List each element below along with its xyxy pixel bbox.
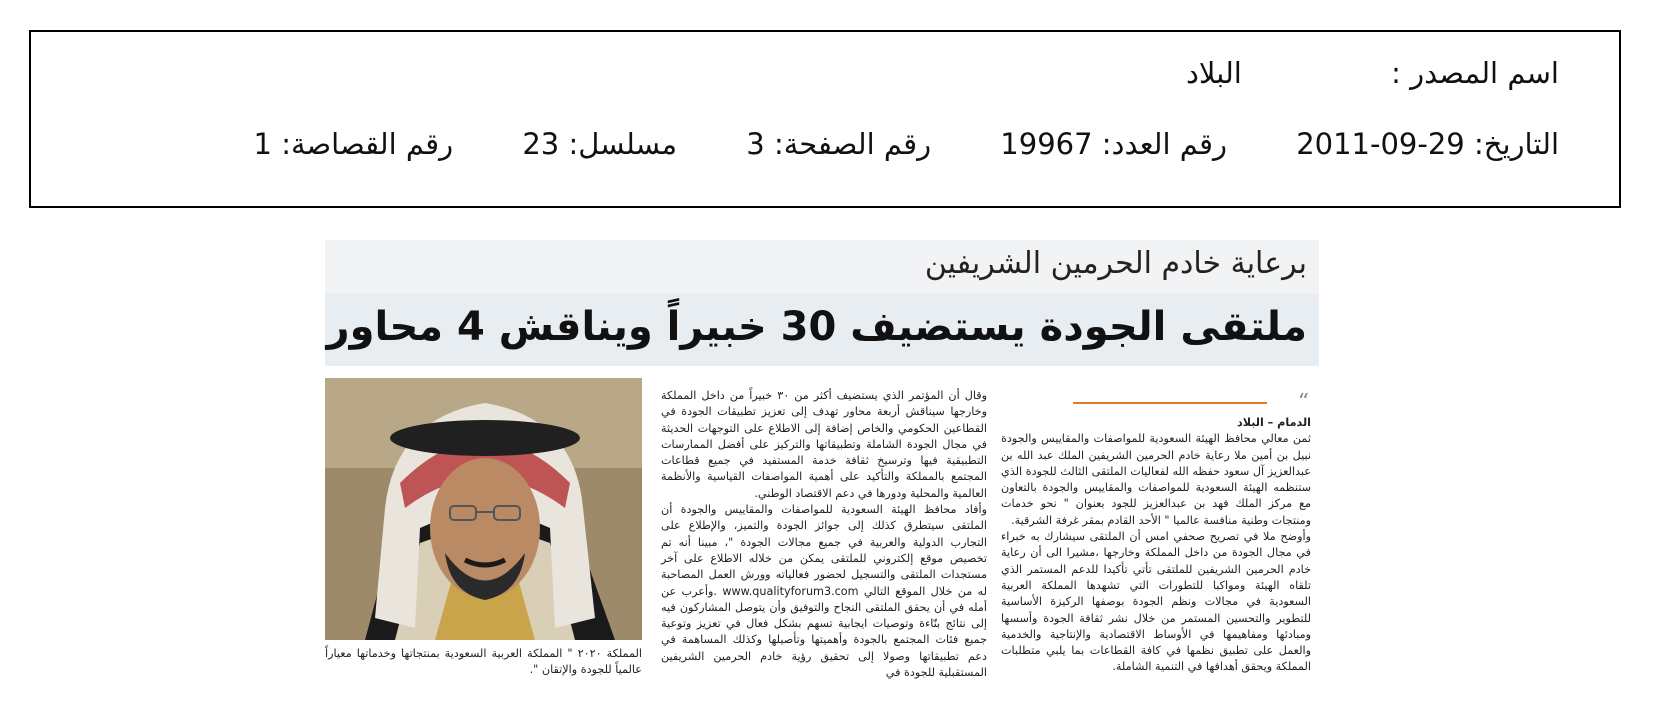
headline: ملتقى الجودة يستضيف 30 خبيراً ويناقش 4 محاور	[326, 304, 1307, 350]
clip-label: رقم القصاصة:	[281, 127, 454, 161]
clip-value: 1	[253, 127, 272, 161]
accent-rule	[1073, 402, 1267, 404]
issue-label: رقم العدد:	[1101, 127, 1227, 161]
newspaper-clipping	[325, 240, 1319, 710]
details-line	[254, 127, 1559, 161]
portrait-photo	[325, 378, 642, 640]
kicker-band	[325, 240, 1319, 294]
headline-band	[325, 294, 1319, 366]
paragraph-4: وأفاد محافظ الهيئة السعودية للمواصفات والمقاييس والجودة أن الملتقى سيتطرق كذلك إلى جوائز الجودة والتميز، والإطلاع على التجارب الدولية والعربية في جميع مجالات الجودة "، مبينا أنه تم تخصيص موقع إلكتروني للملتقى يمكن من خلاله الاطلاع على آخر مستجدات الملتقى والتسجيل لحضور فعالياته وورش العمل المصاحبة له من خلال الموقع التالي www.qualityforum3.com .وأعرب عن أمله في أن يحقق الملتقى النجاح والتوفيق وأن يتوصل المشاركون فيه إلى نتائج بنّاءة وتوصيات ايجابية تسهم بشكل فعال في تعزيز وتوعية جميع فئات المجتمع بالجودة وأهميتها وتأصيلها وكذلك المساهمة في دعم تطبيقاتها وصولا إلى تحقيق رؤية خادم الحرمين الشريفين المستقبلية للجودة في	[661, 503, 987, 680]
issue-value: 19967	[1000, 127, 1093, 161]
serial-value: 23	[522, 127, 560, 161]
kicker-text: برعاية خادم الحرمين الشريفين	[924, 246, 1307, 281]
serial-label: مسلسل:	[568, 127, 678, 161]
photo-caption: المملكة ٢٠٢٠ " المملكة العربية السعودية بمنتجاتها وخدماتها معياراً عالمياً للجودة والإتقان ".	[325, 647, 642, 676]
source-metadata-box	[29, 30, 1621, 208]
portrait-illustration	[325, 378, 642, 640]
date-label: التاريخ:	[1473, 127, 1559, 161]
paragraph-1: ثمن معالي محافظ الهيئة السعودية للمواصفات والمقاييس والجودة نبيل بن أمين ملا رعاية خادم الحرمين الشريفين الملك عبد الله بن عبدالعزيز آل سعود حفظه الله لفعاليات الملتقى الثالث للجودة الذي ستنظمه الهيئة السعودية للمواصفات والمقاييس والجودة بالتعاون مع مركز الملك فهد بن عبدالعزيز للجود بعنوان " نحو خدمات ومنتجات وطنية منافسة عالميا " الأحد القادم بمقر غرفة الشرقية.	[1001, 432, 1311, 527]
paragraph-2: وأوضح ملا في تصريح صحفي امس أن الملتقى سيشارك به خبراء في مجال الجودة من داخل المملكة وخارجها ،مشيرا الى أن رعاية خادم الحرمين الشريفين للملتقى تأتي تأكيدا للدعم المستمر الذي تلقاه الهيئة ومواكبا للتطورات التي تشهدها المملكة العربية السعودية في مجالات ونظم الجودة بوصفها الركيزة الأساسية للتطوير والتحسين المستمر من خلال نشر ثقافة الجودة وأسسها ومبادئها ومفاهيمها في الأوساط الاقتصادية والإنتاجية والخدمية والعمل على تطبيق نظمها في كافة القطاعات بما يلبي متطلبات المملكة ويحقق أهدافها في التنمية الشاملة.	[1001, 530, 1311, 674]
article-column-middle	[661, 388, 987, 681]
quote-mark-icon: “	[1297, 390, 1309, 415]
article-column-right	[1001, 415, 1311, 676]
paragraph-3: وقال أن المؤتمر الذي يستضيف أكثر من ٣٠ خبيراً من داخل المملكة وخارجها سيناقش أربعة محاور تهدف إلى تعزيز تطبيقات الجودة في القطاعين الحكومي والخاص إضافة إلى الاطلاع على التوجهات الحديثة في مجال الجودة الشاملة وتطبيقاتها والتركيز على أفضل الممارسات التطبيقية فيها وترسيخ ثقافة خدمة المستفيد في جميع قطاعات المجتمع بالمملكة والتأكيد على أهمية المواصفات القياسية والأنظمة العالمية والمحلية ودورها في دعم الاقتصاد الوطني.	[661, 389, 987, 500]
source-value: البلاد	[1186, 56, 1242, 90]
source-label: اسم المصدر :	[1391, 56, 1559, 90]
page-label: رقم الصفحة:	[773, 127, 932, 161]
page-value: 3	[746, 127, 765, 161]
source-line	[1186, 56, 1559, 90]
dateline: الدمام – البلاد	[1236, 416, 1311, 429]
date-value: 2011-09-29	[1296, 127, 1465, 161]
